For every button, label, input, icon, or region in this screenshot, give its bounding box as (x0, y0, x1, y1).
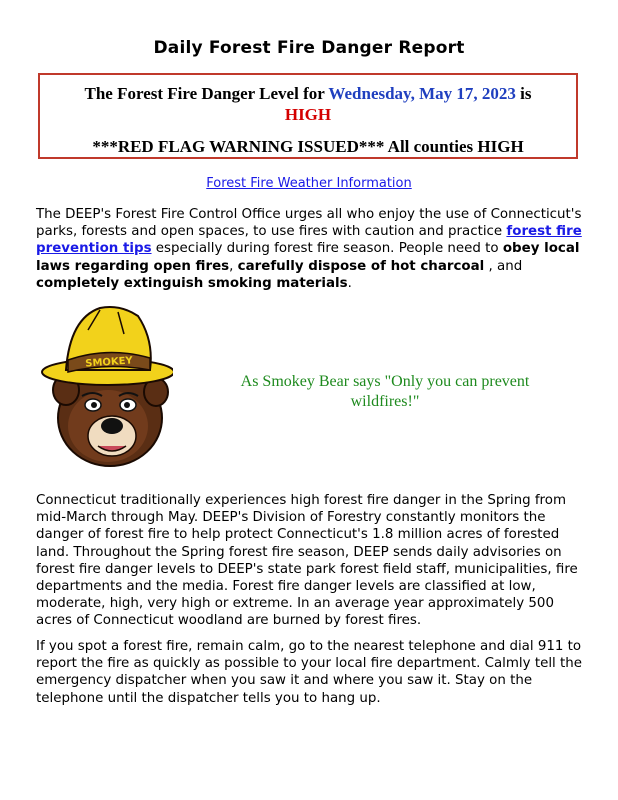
danger-date: Wednesday, May 17, 2023 (328, 84, 516, 103)
intro-text-4: , and (484, 258, 523, 274)
open-fires-rule: obey local laws regarding open fires (36, 241, 580, 274)
smokey-hat-text: SMOKEY (84, 355, 134, 370)
danger-level-box (38, 73, 578, 159)
smoking-materials-rule: completely extinguish smoking materials (36, 275, 348, 291)
danger-level-value: HIGH (284, 105, 332, 124)
spot-fire-paragraph: If you spot a forest fire, remain calm, go to the nearest telephone and dial 911 to report the fire as quickly as possible to your local fire department. Calmly tell the emergency dispatcher when you saw it and where you saw it. Stay on the telephone until the dispatcher tells you to hang up. (36, 639, 582, 706)
intro-text-5: . (347, 275, 352, 291)
forest-fire-weather-link[interactable]: Forest Fire Weather Information (206, 176, 412, 191)
charcoal-rule: carefully dispose of hot charcoal (237, 258, 485, 274)
intro-text-3: , (229, 258, 238, 274)
page-title: Daily Forest Fire Danger Report (153, 38, 465, 58)
prevention-tips-link[interactable]: forest fire prevention tips (36, 224, 582, 257)
smokey-quote: As Smokey Bear says "Only you can prevent wildfires!" (240, 373, 530, 410)
danger-prefix: The Forest Fire Danger Level for (84, 84, 329, 103)
intro-text-2: especially during forest fire season. People need to (151, 241, 503, 257)
intro-text-1: The DEEP's Forest Fire Control Office urges all who enjoy the use of Connecticut's parks, forests and open spaces, to use fires with caution and practice (36, 207, 582, 240)
red-flag-warning: ***RED FLAG WARNING ISSUED*** All counties HIGH (92, 137, 524, 156)
smokey-bear-illustration (38, 300, 173, 468)
danger-level-statement (40, 83, 576, 125)
intro-paragraph (36, 206, 586, 292)
danger-is-text: is (515, 84, 532, 103)
fire-season-paragraph: Connecticut traditionally experiences high forest fire danger in the Spring from mid-March through May. DEEP's Division of Forestry constantly monitors the danger of forest fire to help protect Connecticut's 1.8 million acres of forested land. Throughout the Spring forest fire season, DEEP sends daily advisories on forest fire danger levels to DEEP's state park forest field staff, municipalities, fire departments and the media. Forest fire danger levels are classified at low, moderate, high, very high or extreme. In an average year approximately 500 acres of Connecticut woodland are burned by forest fires. (36, 493, 578, 629)
